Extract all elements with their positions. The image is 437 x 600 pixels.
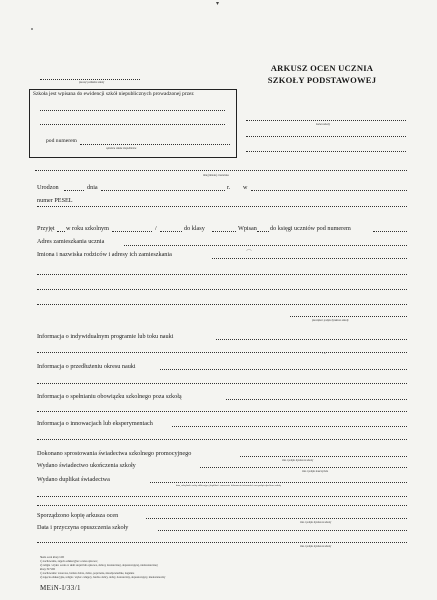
register-line-1 [40, 110, 225, 111]
address-label: Adres zamieszkania ucznia [37, 238, 105, 245]
grading-note-2: 2) religia / etyka: ocena w skali stopni lub opisowa, dobrej, dostatecznej, dopuszczającej, niedostatecznej [40, 564, 158, 567]
leaving-reason-caption: data i podpis dyrektora szkoły [300, 545, 332, 548]
school-year-start[interactable] [112, 231, 152, 232]
leaving-reason-line[interactable] [158, 530, 407, 531]
innovations-line-2[interactable] [37, 439, 407, 440]
compulsory-outside-line[interactable] [226, 399, 407, 400]
pesel-label: numer PESEL [37, 197, 73, 204]
individual-program-label: Informacja o indywidualnym programie lub toku nauki [37, 333, 174, 340]
director-caption-1: pieczątka i podpis dyrektora szkoły [312, 319, 349, 322]
copy-made-line[interactable] [146, 518, 407, 519]
correction-caption: data i podpis dyrektora szkoły [282, 459, 314, 462]
leaving-reason-line-2[interactable] [37, 542, 407, 543]
admitted-suffix-line [57, 231, 65, 232]
register-number-label: pod numerem [46, 138, 77, 144]
copy-made-caption: data i podpis dyrektora szkoły [300, 521, 332, 524]
parents-line-1[interactable] [212, 258, 407, 259]
parents-line-2[interactable] [37, 274, 407, 275]
duplicate-line-3[interactable] [37, 505, 407, 506]
school-year-label: w roku szkolnym [66, 225, 109, 232]
extended-period-label: Informacja o przedłużeniu okresu nauki [37, 363, 136, 370]
innovations-line[interactable] [172, 426, 407, 427]
fold-mark-icon: ▾ [216, 1, 220, 7]
certificate-end-caption: data i podpis nauczyciela [302, 470, 329, 473]
to-class-label: do klasy [184, 225, 205, 232]
extended-period-line[interactable] [160, 369, 407, 370]
school-stamp-line [40, 79, 140, 80]
title-line-1: ARKUSZ OCEN UCZNIA [270, 63, 374, 73]
margin-mark: ↓ s [322, 351, 326, 355]
stamp-caption: pieczęć podłużna szkoły [79, 81, 105, 84]
born-label: Urodzon [37, 184, 59, 191]
form-code: MEiN-I/33/1 [40, 584, 81, 592]
school-name-line [246, 120, 406, 121]
born-suffix-line [64, 190, 84, 191]
duplicate-caption: data, rubrykach osoby odbierającej duplikat i oznaczenie dokumentu tożsamości oraz podpis dyrektora szkoły [176, 484, 282, 487]
duplicate-line-2[interactable] [37, 496, 407, 497]
school-name-line-2 [246, 136, 406, 137]
school-name-line-3 [246, 151, 406, 152]
parents-line-4[interactable] [37, 304, 407, 305]
duplicate-label: Wydano duplikat świadectwa [37, 476, 110, 483]
admitted-label: Przyjęt [37, 225, 55, 232]
parents-line-3[interactable] [37, 289, 407, 290]
school-year-sep: / [155, 225, 157, 232]
extended-period-line-2[interactable] [37, 383, 407, 384]
certificate-end-line[interactable] [200, 467, 407, 468]
register-line-2 [40, 124, 225, 125]
school-year-end[interactable] [160, 231, 182, 232]
student-names-caption: imię (imiona) i nazwisko [203, 174, 230, 177]
register-authority-caption: wpisnica szkoła niepubliczna [106, 147, 137, 150]
student-name-line [35, 170, 407, 171]
parents-label: Imiona i nazwiska rodziców i adresy ich zamieszkania [37, 251, 172, 258]
individual-program-line-2[interactable] [37, 352, 407, 353]
grading-note-1: 1) zachowanie, zajęcia edukacyjne: ocena opisowa; [40, 560, 98, 563]
compulsory-outside-line-2[interactable] [37, 411, 407, 412]
hole-punch-mark [31, 28, 33, 30]
individual-program-line[interactable] [216, 339, 407, 340]
registered-rest: do księgi uczniów pod numerem [270, 225, 351, 232]
registered-suffix-line [257, 231, 269, 232]
director-signature-line-1 [290, 316, 407, 317]
grading-note-4: 1) zachowanie: wzorowe, bardzo dobre, dobre, poprawne, nieodpowiednie, naganne [40, 572, 135, 575]
copy-made-label: Sporządzono kopię arkusza ocen [37, 512, 119, 519]
birth-date-line[interactable] [101, 190, 225, 191]
innovations-label: Informacja o innowacjach lub eksperymentach [37, 420, 153, 427]
registered-label: Wpisan [238, 225, 257, 232]
correction-line[interactable] [240, 456, 407, 457]
place-label: w [243, 184, 248, 191]
certificate-end-label: Wydano świadectwo ukończenia szkoły [37, 462, 136, 469]
school-name-caption: nazwa szkoły [316, 123, 331, 126]
day-label: dnia [87, 184, 98, 191]
grading-note-3: klasy IV-VIII [40, 568, 56, 571]
register-number-line [80, 144, 230, 145]
register-heading: Szkoła jest wpisana do ewidencji szkół niepublicznych prowadzonej przez [33, 91, 194, 97]
year-suffix: r. [227, 184, 231, 191]
correction-label: Dokonano sprostowania świadectwa szkolnego promocyjnego [37, 450, 192, 457]
address-line[interactable] [124, 245, 407, 246]
class-line[interactable] [212, 231, 236, 232]
title-line-2: SZKOŁY PODSTAWOWEJ [267, 75, 377, 85]
birth-place-line[interactable] [251, 190, 407, 191]
grading-note-0: Skala ocen klasy I-III [40, 556, 65, 559]
compulsory-outside-label: Informacja o spełnianiu obowiązku szkolnego poza szkołą [37, 393, 182, 400]
register-number-field[interactable] [373, 231, 407, 232]
pesel-line[interactable] [37, 206, 407, 207]
ink-mark-icon: ⌒ [246, 251, 253, 257]
grading-note-5: 2) zajęcia edukacyjne, religia / etyka: celujący, bardzo dobry, dobry, dostateczny, dopuszczający, niedostateczny [40, 576, 166, 579]
duplicate-line[interactable] [150, 482, 407, 483]
leaving-reason-label: Data i przyczyna opuszczenia szkoły [37, 524, 129, 531]
